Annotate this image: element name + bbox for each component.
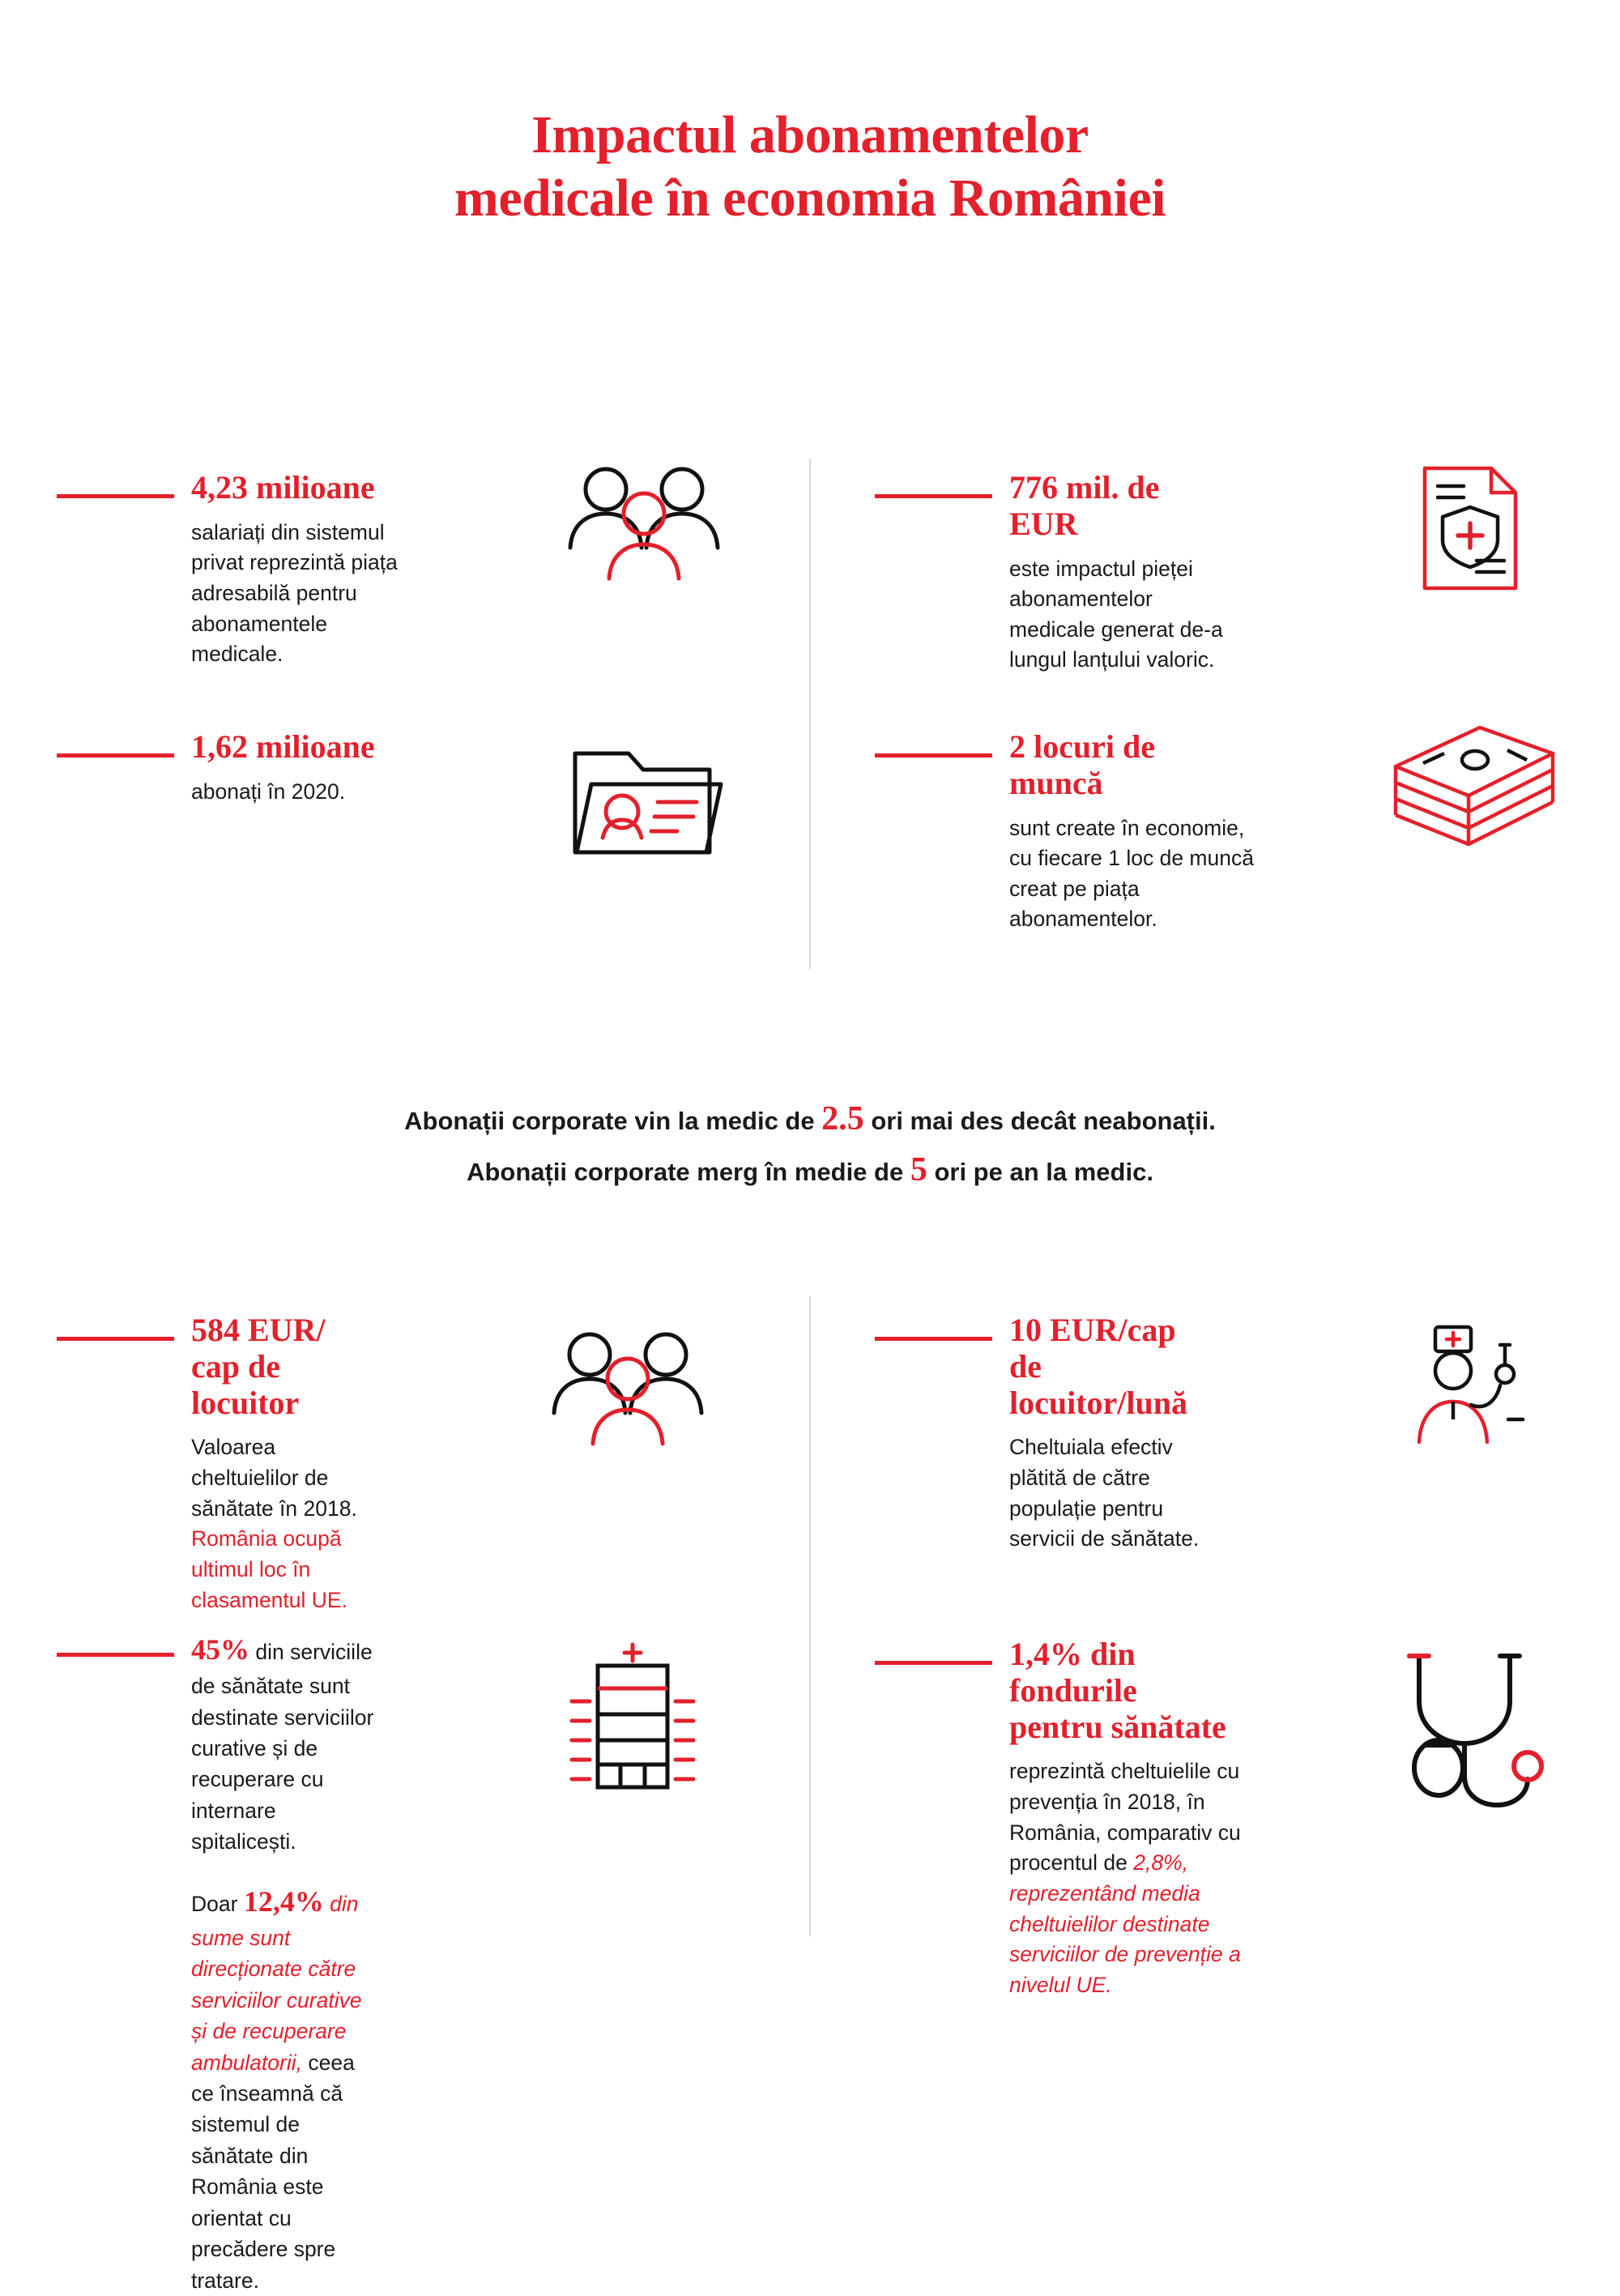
page-title	[0, 104, 1620, 230]
stat-headline-line1: 1,4% din fondurile	[1009, 1636, 1137, 1709]
banner-line1-post: ori mai des decât neabonații.	[863, 1107, 1216, 1135]
stat-card-locuri-munca	[875, 729, 1256, 935]
doctor-icon	[1409, 1321, 1539, 1458]
stat-card-impact-eur	[875, 470, 1223, 676]
stat-headline	[1009, 1637, 1256, 1745]
top-section-divider	[809, 459, 811, 969]
stat-headline-line1: 584 EUR/	[191, 1312, 326, 1348]
page-title-line1: Impactul abonamentelor	[531, 105, 1089, 164]
accent-rule	[57, 1337, 174, 1341]
banner-line2-value: 5	[910, 1151, 927, 1189]
banner-line1-pre: Abonații corporate vin la medic de	[404, 1107, 822, 1135]
stat-card-1-4-procente	[875, 1637, 1256, 2000]
accent-rule	[875, 1337, 992, 1341]
stat-headline	[1009, 1312, 1215, 1421]
mid-banner	[0, 1094, 1620, 1196]
stat-card-10-eur	[875, 1312, 1215, 1555]
stat-body-black: Valoarea cheltuielilor de sănătate în 2018.	[191, 1435, 357, 1521]
stat-headline-line2: cap de locuitor	[191, 1347, 300, 1421]
hospital-icon	[551, 1637, 713, 1799]
stat-headline: 2 locuri de muncă	[1009, 728, 1155, 801]
stat-body-italic: 2,8%, reprezentând media cheltuielilor destinate serviciilor de prevenție a nivelul UE.	[1009, 1850, 1241, 1997]
stat-headline: 776 mil. de EUR	[1009, 469, 1160, 542]
stat-body-primary	[191, 1628, 381, 1858]
accent-rule	[875, 1661, 992, 1665]
stat-body: salariați din sistemul privat reprezintă piața adresabilă pentru abonamentele medicale.	[191, 519, 398, 667]
stat-headline-line2: pentru sănătate	[1009, 1708, 1226, 1745]
stat-body	[1009, 1756, 1256, 2000]
page-title-line2: medicale în economia României	[454, 168, 1166, 228]
document-shield-icon	[1413, 463, 1527, 593]
stat-headline: 4,23 milioane	[191, 469, 375, 506]
bottom-section-divider	[809, 1296, 811, 1936]
stat-headline-rest: din serviciile de sănătate sunt destinate serviciilor curative și de recuperare cu internare spitalicești.	[191, 1640, 374, 1854]
stethoscope-icon	[1401, 1645, 1555, 1819]
para2-pre: Doar	[191, 1891, 244, 1916]
stat-card-584-eur	[57, 1312, 381, 1615]
para2-post: ceea ce înseamnă că sistemul de sănătate din România este orientat cu precădere spre tratare.	[191, 2050, 355, 2293]
stat-body-red: România ocupă ultimul loc în clasamentul UE.	[191, 1526, 347, 1612]
stat-body	[191, 1432, 381, 1615]
stat-body-secondary	[191, 1880, 381, 2296]
stat-body-pre: reprezintă cheltuielile cu prevenția în 2018, în România, comparativ cu procentul de	[1009, 1759, 1241, 1876]
stat-body: Cheltuiala efectiv plătită de către populație pentru servicii de sănătate.	[1009, 1435, 1200, 1551]
banner-line2-pre: Abonații corporate merg în medie de	[467, 1158, 910, 1186]
stat-headline-value: 45%	[191, 1633, 249, 1666]
two-people-icon	[543, 1329, 713, 1450]
stat-body: este impactul pieței abonamentelor medicale generat de-a lungul lanțului valoric.	[1009, 556, 1223, 672]
stat-body: abonați în 2020.	[191, 779, 346, 804]
para2-italic: din sume sunt direcționate către serviciilor curative și de recuperare ambulatorii,	[191, 1891, 362, 2075]
stat-headline	[191, 1312, 381, 1421]
stat-headline-line2: locuitor/lună	[1009, 1384, 1188, 1421]
banner-line1-value: 2.5	[821, 1100, 864, 1137]
stat-headline-line1: 10 EUR/cap de	[1009, 1312, 1176, 1385]
banner-line-1	[0, 1094, 1620, 1145]
folder-contact-icon	[567, 737, 729, 863]
accent-rule	[875, 494, 992, 498]
money-stack-icon	[1389, 721, 1559, 851]
stat-card-abonati	[57, 729, 405, 807]
stat-headline: 1,62 milioane	[191, 728, 375, 765]
para2-value: 12,4%	[243, 1884, 324, 1918]
stat-card-45-procente	[57, 1628, 381, 2296]
stat-card-salariati	[57, 470, 405, 670]
accent-rule	[57, 753, 174, 758]
stat-body: sunt create în economie, cu fiecare 1 loc de muncă creat pe piața abonamentelor.	[1009, 815, 1254, 932]
banner-line2-post: ori pe an la medic.	[927, 1158, 1153, 1186]
banner-line-2	[0, 1145, 1620, 1196]
two-people-icon	[559, 463, 729, 585]
accent-rule	[57, 1653, 174, 1657]
accent-rule	[875, 753, 992, 758]
accent-rule	[57, 494, 174, 498]
